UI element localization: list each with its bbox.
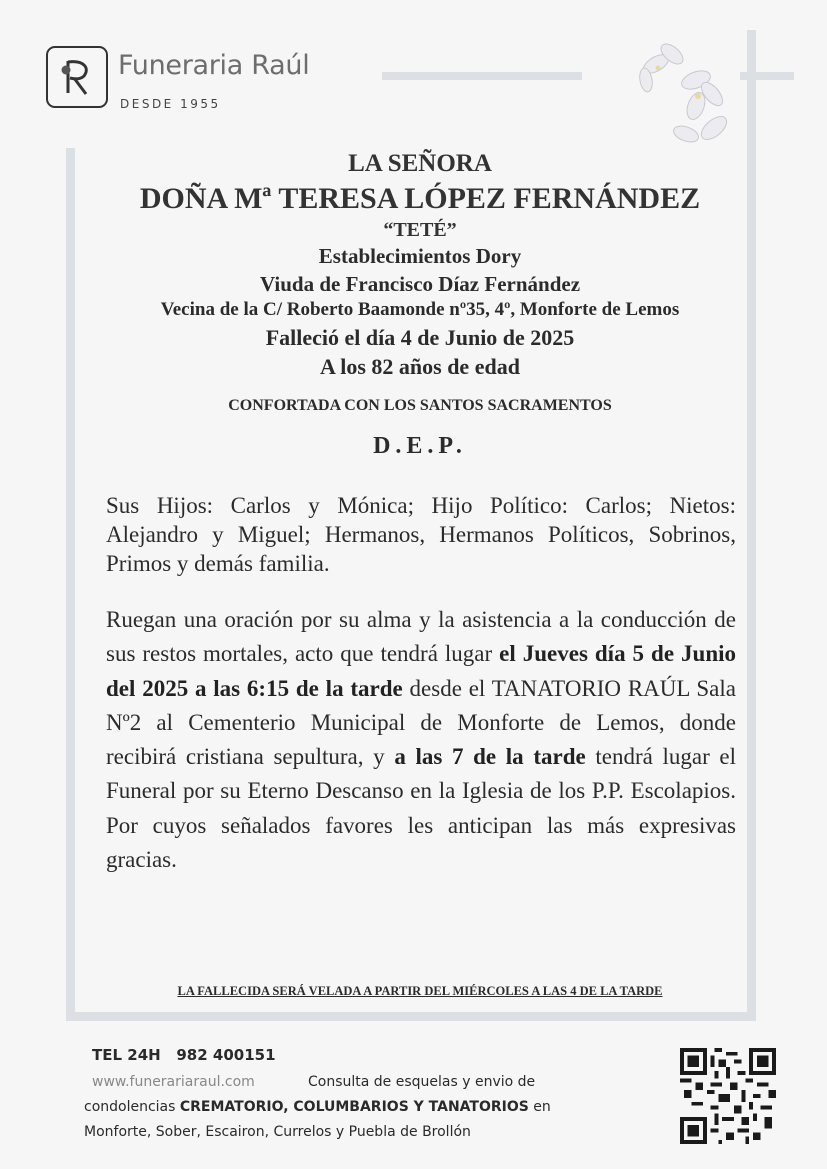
frame-right-bar: [747, 30, 756, 1020]
tel-number: 982 400151: [176, 1046, 276, 1064]
brand-since: DESDE 1955: [120, 97, 221, 111]
flower-icon: [626, 34, 746, 146]
family-paragraph: Sus Hijos: Carlos y Mónica; Hijo Político: Carlos; Nietos: Alejandro y Miguel; Hermanos, Hermanos Políticos, Sobrinos, Primos y demás familia.: [106, 493, 736, 576]
widow-line: Viuda de Francisco Díaz Fernández: [259, 272, 581, 296]
brand-name: Funeraria Raúl: [118, 50, 310, 81]
qr-code-icon[interactable]: [678, 1048, 778, 1144]
website-link[interactable]: www.funerariaraul.com: [92, 1074, 255, 1090]
age-line: A los 82 años de edad: [320, 354, 520, 379]
footer-services: CREMATORIO, COLUMBARIOS Y TANATORIOS: [179, 1099, 529, 1115]
logo-r-icon: [48, 48, 105, 105]
brand-logo: [46, 46, 108, 108]
tel-label: TEL 24H: [92, 1046, 161, 1064]
ceremony-date-time: el Jueves día 5 de Junio del 2025 a las 6:15 de la tarde: [106, 641, 736, 701]
death-date: Falleció el día 4 de Junio de 2025: [265, 325, 575, 350]
ceremony-text-2: desde el TANATORIO RAÚL Sala Nº2 al Cementerio Municipal de Monforte de Lemos, donde recibirá cristiana sepultura, y: [106, 675, 736, 770]
vigil-note: LA FALLECIDA SERÁ VELADA A PARTIR DEL MIÉRCOLES A LAS 4 DE LA TARDE: [177, 984, 663, 998]
frame-top-bar: [382, 72, 582, 80]
sacraments-line: CONFORTADA CON LOS SANTOS SACRAMENTOS: [228, 397, 612, 414]
funeral-time: a las 7 de la tarde: [394, 744, 586, 770]
ceremony-text-1: Ruegan una oración por su alma y la asistencia a la conducción de sus restos mortales, acto que tendrá lugar: [106, 607, 736, 667]
frame-left-bar: [66, 148, 75, 1020]
notice-title: LA SEÑORA: [348, 150, 492, 177]
footer-line-2c: en: [528, 1099, 551, 1115]
footer-line-2: [84, 1099, 551, 1115]
residence-line: Vecina de la C/ Roberto Baamonde nº35, 4º, Monforte de Lemos: [160, 299, 680, 320]
footer-line-2a: condolencias: [84, 1099, 180, 1115]
frame-bottom-bar: [66, 1012, 756, 1021]
footer-phone: [92, 1046, 276, 1064]
nickname: “TETÉ”: [383, 219, 457, 241]
business-line: Establecimientos Dory: [318, 244, 522, 268]
rip-line: D.E.P.: [373, 433, 467, 459]
deceased-name: DOÑA Mª TERESA LÓPEZ FERNÁNDEZ: [139, 182, 701, 215]
footer-line-3: Monforte, Sober, Escairon, Currelos y Puebla de Brollón: [84, 1124, 471, 1140]
ceremony-text-3: tendrá lugar el Funeral por su Eterno Descanso en la Iglesia de los P.P. Escolapios. Por cuyos señalados favores les anticipan las más expresivas gracias.: [106, 744, 736, 873]
ceremony-paragraph: [106, 603, 736, 877]
footer-line-1: Consulta de esquelas y envio de: [308, 1074, 536, 1090]
